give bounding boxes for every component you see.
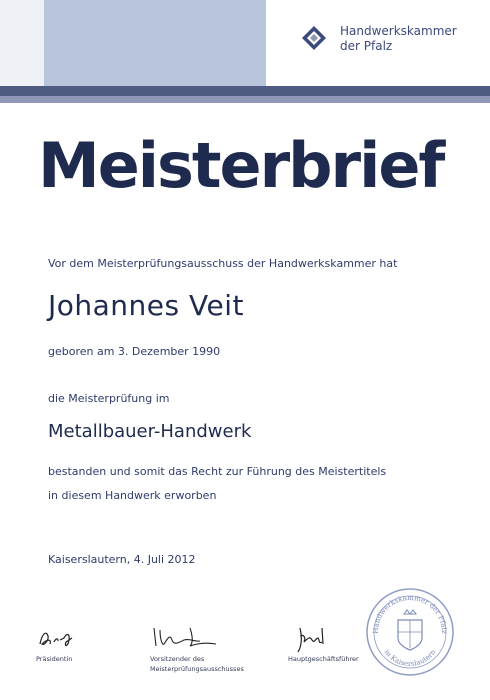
signature-label-president: Präsidentin bbox=[36, 655, 73, 663]
signature-label-managing-director: Hauptgeschäftsführer bbox=[288, 655, 359, 663]
organization-name bbox=[340, 24, 480, 54]
signature-chairman bbox=[150, 624, 220, 652]
organization-name-line2: der Pfalz bbox=[340, 39, 393, 53]
intro-text: Vor dem Meisterprüfungsausschuss der Handwerkskammer hat bbox=[48, 257, 398, 270]
signature-managing-director bbox=[292, 624, 332, 654]
place-date: Kaiserslautern, 4. Juli 2012 bbox=[48, 553, 196, 566]
organization-name-line1: Handwerkskammer bbox=[340, 24, 457, 38]
signature-label-chairman-line2: Meisterprüfungsausschusses bbox=[150, 665, 244, 673]
exam-text: die Meisterprüfung im bbox=[48, 392, 170, 405]
seal-text-top: Handwerkskammer der Pfalz bbox=[371, 593, 449, 634]
header-rule-light bbox=[0, 96, 490, 103]
official-seal bbox=[364, 586, 456, 678]
header-band bbox=[44, 0, 266, 86]
document-title: Meisterbrief bbox=[38, 129, 444, 202]
seal-text-bottom: in Kaiserslautern bbox=[382, 648, 438, 669]
birth-date-text: geboren am 3. Dezember 1990 bbox=[48, 345, 221, 358]
passed-text-line2: in diesem Handwerk erworben bbox=[48, 489, 217, 502]
signature-label-chairman: Vorsitzender des bbox=[150, 655, 205, 663]
signature-president bbox=[36, 626, 76, 652]
header-band-left bbox=[0, 0, 44, 86]
recipient-name: Johannes Veit bbox=[48, 289, 244, 322]
passed-text-line1: bestanden und somit das Recht zur Führung des Meistertitels bbox=[48, 465, 387, 478]
trade-name: Metallbauer-Handwerk bbox=[48, 421, 252, 442]
hwk-logo-icon bbox=[301, 25, 327, 51]
